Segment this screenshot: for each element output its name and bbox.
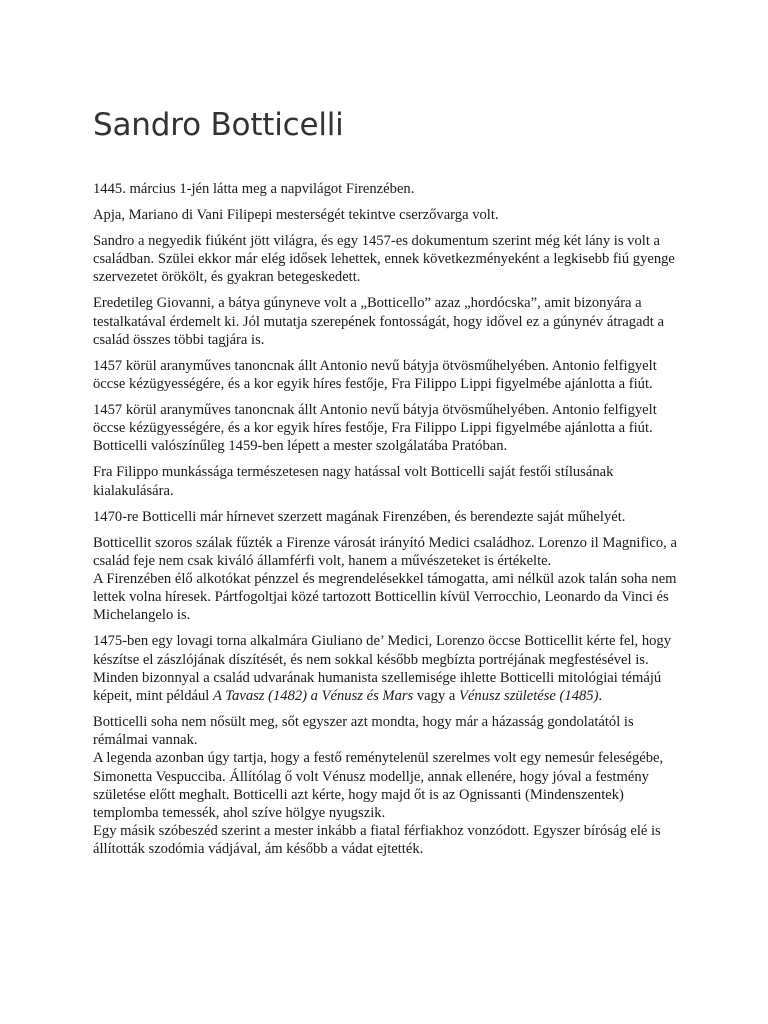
paragraph-giuliano (93, 632, 683, 705)
artwork-title-spring: A Tavasz (1482) a Vénusz és Mars (212, 688, 414, 705)
paragraph-line: Botticelli valószínűleg 1459-ben lépett a mester szolgálatába Pratóban. (93, 438, 508, 455)
paragraph-line: Eredetileg Giovanni, a bátya gúnyneve volt a „Botticello” azaz „hordócska”, amit bizonyára a testalkatával érdemelt ki. Jól mutatja szerepének fontosságát, hogy idővel ez a gúnynév átragadt a család összes többi tagjára is. (93, 295, 664, 348)
paragraph-line: 1457 körül aranyműves tanoncnak állt Antonio nevű bátyja ötvösműhelyében. Antonio felfigyelt öccse kézügyességére, és a kor egyik híres festője, Fra Filippo Lippi figyelmébe ajánlotta a fiút. (93, 402, 657, 437)
paragraph-father (93, 206, 683, 224)
paragraph-apprentice-repeat (93, 401, 683, 456)
paragraph-line: 1457 körül aranyműves tanoncnak állt Antonio nevű bátyja ötvösműhelyében. Antonio felfigyelt öccse kézügyességére, és a kor egyik híres festője, Fra Filippo Lippi figyelmébe ajánlotta a fiút. (93, 357, 657, 393)
paragraph-medici-family (93, 534, 683, 625)
paragraph-text: vagy a (413, 688, 460, 705)
paragraph-personal-life (93, 713, 683, 859)
paragraph-text: . (598, 688, 603, 705)
paragraph-influence (93, 463, 683, 499)
paragraph-line: Fra Filippo munkássága természetesen nagy hatással volt Botticelli saját festői stílusának kialakulására. (93, 464, 614, 499)
paragraph-nickname (93, 294, 683, 349)
paragraph-apprentice (93, 357, 683, 393)
paragraph-line: Egy másik szóbeszéd szerint a mester inkább a fiatal férfiakhoz vonzódott. Egyszer bíróság elé is állították szodómia vádjával, ám később a vádat ejtették. (93, 823, 661, 858)
paragraph-line: A Firenzében élő alkotókat pénzzel és megrendelésekkel támogatta, ami nélkül azok talán soha nem lettek volna híresek. Pártfogoltjai közé tartozott Botticellin kívül Verrocchio, Leonardo da Vinci és Michelangelo is. (93, 571, 677, 624)
paragraph-family (93, 232, 683, 287)
document-title: Sandro Botticelli (93, 107, 344, 143)
paragraph-line: Apja, Mariano di Vani Filipepi mesterségét tekintve cserzővarga volt. (93, 207, 499, 223)
paragraph-text: 1475-ben egy lovagi torna alkalmára Giuliano de’ Medici, Lorenzo öccse Botticellit kérte fel, hogy készítse el zászlójának díszítését, és nem sokkal később megbízta portréjának megfestésével is. Minden bizonnyal a család udvarának humanista szellemisége ihlette Botticelli mitológiai témájú képeit, mint például (93, 633, 672, 705)
paragraph-line: 1470-re Botticelli már hírnevet szerzett magának Firenzében, és berendezte saját műhelyét. (93, 508, 626, 525)
paragraph-line: 1445. március 1-jén látta meg a napvilágot Firenzében. (93, 181, 415, 197)
paragraph-workshop (93, 508, 683, 526)
artwork-title-venus: Vénusz születése (1485) (459, 688, 599, 705)
paragraph-line: Botticellit szoros szálak fűzték a Firenze városát irányító Medici családhoz. Lorenzo il Magnifico, a család feje nem csak kiváló államférfi volt, hanem a művészeteket is értékelte. (93, 534, 677, 569)
document-page (93, 106, 683, 866)
paragraph-line: A legenda azonban úgy tartja, hogy a festő reménytelenül szerelmes volt egy nemesúr feleségébe, Simonetta Vespucciba. Állítólag ő volt Vénusz modellje, annak ellenére, hogy jóval a festmény születése előtt meghalt. Botticelli azt kérte, hogy majd őt is az Ognissanti (Mindenszentek) templomba temessék, ahol szíve hölgye nyugszik. (93, 750, 664, 822)
paragraph-line: Botticelli soha nem nősült meg, sőt egyszer azt mondta, hogy már a házasság gondolatától is rémálmai vannak. (93, 714, 634, 749)
paragraph-birth (93, 180, 683, 198)
paragraph-line: Sandro a negyedik fiúként jött világra, és egy 1457-es dokumentum szerint még két lány is volt a családban. Szülei ekkor már elég idősek lehettek, ennek következményeként a legkisebb fiú gyenge szervezetet örökölt, és gyakran betegeskedett. (93, 233, 675, 286)
